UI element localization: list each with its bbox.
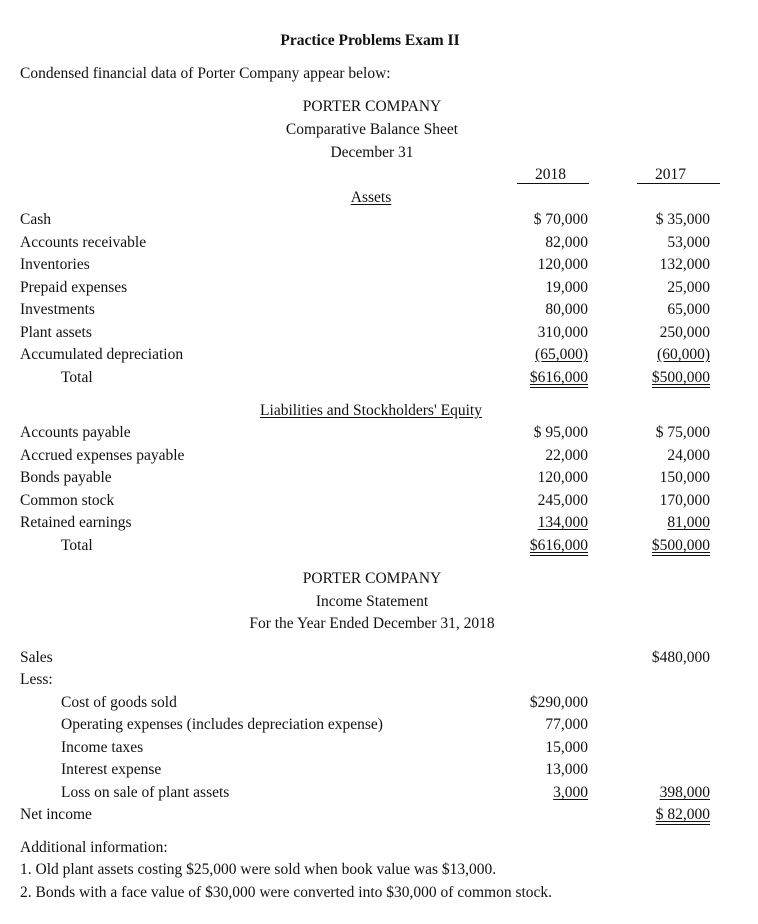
asset-2018-value: 310,000 xyxy=(537,324,588,341)
liability-2018-value: 120,000 xyxy=(537,469,588,486)
liability-2017-value: 150,000 xyxy=(659,469,710,486)
liability-2017-value: $ 75,000 xyxy=(655,424,710,441)
expense-value: 77,000 xyxy=(545,716,588,733)
assets-total-2017: $500,000 xyxy=(651,369,710,386)
asset-label: Plant assets xyxy=(20,324,92,341)
asset-2018-value: 19,000 xyxy=(545,279,588,296)
liability-2018-value: 134,000 xyxy=(537,514,588,531)
liability-2017-value: 24,000 xyxy=(667,447,710,464)
expense-value: $290,000 xyxy=(529,694,588,711)
intro-text: Condensed financial data of Porter Company appear below: xyxy=(20,65,391,82)
bs-date: December 31 xyxy=(330,144,414,161)
asset-label: Prepaid expenses xyxy=(20,279,128,296)
liability-2018-value: 22,000 xyxy=(545,447,588,464)
expense-value: 15,000 xyxy=(545,739,588,756)
sales-value: $480,000 xyxy=(651,649,710,666)
liability-label: Common stock xyxy=(20,492,115,509)
liability-2018-value: 245,000 xyxy=(537,492,588,509)
asset-2018-value: 80,000 xyxy=(545,301,588,318)
net-income-label: Net income xyxy=(20,806,92,823)
liability-label: Bonds payable xyxy=(20,469,112,486)
additional-heading: Additional information: xyxy=(20,839,168,856)
asset-label: Accounts receivable xyxy=(20,234,147,251)
assets-total-2018: $616,000 xyxy=(529,369,588,386)
liabilities-heading: Liabilities and Stockholders' Equity xyxy=(260,402,482,419)
is-company-name: PORTER COMPANY xyxy=(302,570,442,587)
liabilities-total-2018: $616,000 xyxy=(529,537,588,554)
page-title: Practice Problems Exam II xyxy=(280,32,460,49)
expense-value: 13,000 xyxy=(545,761,588,778)
is-period: For the Year Ended December 31, 2018 xyxy=(249,615,495,632)
assets-total-label: Total xyxy=(61,369,93,386)
asset-2018-value: 120,000 xyxy=(537,256,588,273)
expense-label: Interest expense xyxy=(61,761,162,778)
is-statement-name: Income Statement xyxy=(315,593,429,610)
year-2018-underline xyxy=(517,183,589,184)
bs-company-name: PORTER COMPANY xyxy=(302,98,442,115)
assets-heading: Assets xyxy=(350,189,392,206)
additional-item: 2. Bonds with a face value of $30,000 were converted into $30,000 of common stock. xyxy=(20,884,553,901)
liability-2018-value: $ 95,000 xyxy=(533,424,588,441)
expense-label: Loss on sale of plant assets xyxy=(61,784,230,801)
additional-item: 1. Old plant assets costing $25,000 were sold when book value was $13,000. xyxy=(20,861,497,878)
asset-label: Accumulated depreciation xyxy=(20,346,184,363)
asset-2017-value: 25,000 xyxy=(667,279,710,296)
liability-label: Accrued expenses payable xyxy=(20,447,185,464)
asset-2018-value: (65,000) xyxy=(535,346,588,363)
asset-label: Inventories xyxy=(20,256,90,273)
asset-2017-value: 65,000 xyxy=(667,301,710,318)
total-expenses-value: 398,000 xyxy=(659,784,710,801)
liability-2017-value: 170,000 xyxy=(659,492,710,509)
asset-label: Investments xyxy=(20,301,95,318)
asset-2017-value: $ 35,000 xyxy=(655,211,710,228)
asset-2018-value: 82,000 xyxy=(545,234,588,251)
asset-label: Cash xyxy=(20,211,51,228)
year-2017-underline xyxy=(637,183,720,184)
year-2018-header: 2018 xyxy=(535,166,566,183)
bs-statement-name: Comparative Balance Sheet xyxy=(285,121,459,138)
less-label: Less: xyxy=(20,671,53,688)
liabilities-total-2017: $500,000 xyxy=(651,537,710,554)
asset-2018-value: $ 70,000 xyxy=(533,211,588,228)
expense-label: Operating expenses (includes depreciation expense) xyxy=(61,716,383,733)
asset-2017-value: 250,000 xyxy=(659,324,710,341)
year-2017-header: 2017 xyxy=(655,166,686,183)
asset-2017-value: (60,000) xyxy=(657,346,710,363)
net-income-value: $ 82,000 xyxy=(655,806,710,823)
expense-value: 3,000 xyxy=(553,784,588,801)
liability-label: Retained earnings xyxy=(20,514,132,531)
asset-2017-value: 53,000 xyxy=(667,234,710,251)
liability-label: Accounts payable xyxy=(20,424,131,441)
liability-2017-value: 81,000 xyxy=(667,514,710,531)
expense-label: Income taxes xyxy=(61,739,144,756)
sales-label: Sales xyxy=(20,649,53,666)
liabilities-total-label: Total xyxy=(61,537,93,554)
asset-2017-value: 132,000 xyxy=(659,256,710,273)
expense-label: Cost of goods sold xyxy=(61,694,177,711)
